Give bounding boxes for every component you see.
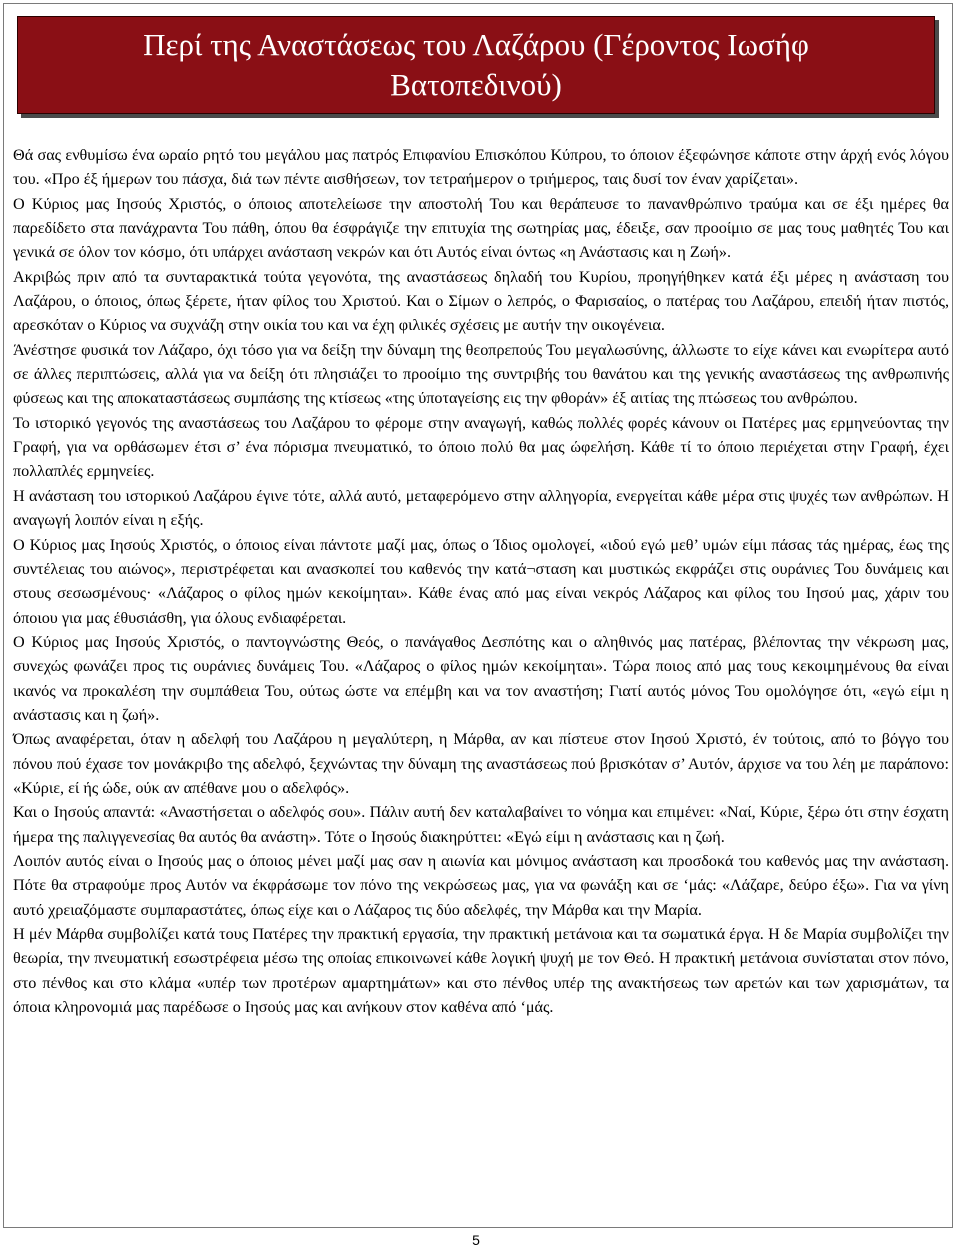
paragraph-8: Ο Κύριος μας Ιησούς Χριστός, ο παντογνώστης Θεός, ο πανάγαθος Δεσπότης και ο αληθινός μας πατέρας, βλέποντας την νέκρωση μας, συνεχώς φωνάζει προς τις ουράνιες δυνάμεις Του. «Λάζαρος ο φίλος ημών κεκοίμηται». Τώρα ποιος από μας τους κεκοιμημένους θα είναι ικανός να προκαλέση την συμπάθεια Του, ούτως ώστε να επέμβη και να τον αναστήση; Γιατί αυτός μόνος Του ομολόγησε ότι, «εγώ είμι η ανάστασις και η ζωή». [13,632,949,724]
paragraph-3: Ακριβώς πριν από τα συνταρακτικά τούτα γεγονότα, της αναστάσεως δηλαδή του Κυρίου, προηγήθηκεν κατά έξι μέρες η ανάσταση του Λαζάρου, ο όποιος, όπως ξέρετε, ήταν φίλος του Χριστού. Και ο Σίμων ο λεπρός, ο Φαρισαίος, ο πατέρας του Λαζάρου, επειδή ήταν πιστός, αρεσκόταν ο Κύριος να συχνάζη στην οικία του και να έχη φιλικές σχέσεις με αυτήν την οικογένεια. [13,267,949,335]
paragraph-7: Ο Κύριος μας Ιησούς Χριστός, ο όποιος είναι πάντοτε μαζί μας, όπως ο Ίδιος ομολογεί, «ιδού εγώ μεθ’ υμών είμι πάσας τάς ημέρας, έως της συντέλειας του αιώνος», περιστρέφεται και ανασκοπεί του καθενός την κατά¬σταση και μυστικώς εκφράζει στις ουράνιες Του δυνάμεις και στους σεσωσμένους· «Λάζαρος ο φίλος ημών κεκοίμηται». Κάθε ένας από μας είναι νεκρός Λάζαρος και φίλος του Ιησού μας, χάριν του όποιου για μας έθυσιάσθη, για όλους ενδιαφέρεται. [13,535,949,627]
page-number: 5 [472,1232,480,1248]
paragraph-6: Η ανάσταση του ιστορικού Λαζάρου έγινε τότε, αλλά αυτό, μεταφερόμενο στην αλληγορία, ενεργείται κάθε μέρα στις ψυχές των ανθρώπων. Η αναγωγή λοιπόν είναι η εξής. [13,486,949,530]
paragraph-9: Όπως αναφέρεται, όταν η αδελφή του Λαζάρου η μεγαλύτερη, η Μάρθα, αν και πίστευε στον Ιησού Χριστό, έν τούτοις, από το βόγγο του πόνου πού έχασε τον μονάκριβο της αδελφό, ξεχνώντας την δύναμη της αναστάσεως πού βρισκόταν σ’ Αυτόν, άρχισε να του λέη με παράπονο: «Κύριε, εί ής ώδε, ούκ αν απέθανε μου ο αδελφός». [13,730,949,797]
paragraph-12: Η μέν Μάρθα συμβολίζει κατά τους Πατέρες την πρακτική εργασία, την πρακτική μετάνοια και τα σωματικά έργα. Η δε Μαρία συμβολίζει την θεωρία, την πνευματική εσωστρέφεια μέσω της οποίας επικοινωνεί κάθε λογική ψυχή με τον Θεό. Η πρακτική μετάνοια συνίσταται στον πόνο, στο πένθος και στο κλάμα «υπέρ των προτέρων αμαρτημάτων» και στο πένθος υπέρ της ανακτήσεως των αρετών και των χαρισμάτων, τα όποια κληρονομιά μας παρέδωσε ο Ιησούς μας και ανήκουν στον καθένα από ‘μάς. [13,925,949,1017]
paragraph-10: Και ο Ιησούς απαντά: «Αναστήσεται ο αδελφός σου». Πάλιν αυτή δεν καταλαβαίνει το νόημα και επιμένει: «Ναί, Κύριε, ξέρω ότι στην έσχατη ήμερα της παλιγγενεσίας θα αυτός θα ανάστη». Τότε ο Ιησούς διακηρύττει: «Εγώ είμι η ανάστασις και η ζωή. [13,803,949,846]
page-title: Περί της Αναστάσεως του Λαζάρου (Γέροντος Ιωσήφ Βατοπεδινού) [143,27,809,102]
paragraph-1: Θά σας ενθυμίσω ένα ωραίο ρητό του μεγάλου μας πατρός Επιφανίου Επισκόπου Κύπρου, το όποιον έξεφώνησε κάποτε στην άρχή ενός λόγου του. «Προ έξ ήμερων του πάσχα, διά των πέντε αισθήσεων, τον τετραήμερον ο τριήμερος, ταις δυσί τον έναν χαρίζεται». [13,146,949,189]
paragraph-2: Ο Κύριος μας Ιησούς Χριστός, ο όποιος αποτελείωσε την αποστολή Του και θεράπευσε το πανανθρώπινο τραύμα και σε έξι ημέρες θα παρεδίδετο στα πανάχραντα Του πάθη, όπου θα έσφράγιζε την επιτυχία της σωτηρίας μας, έδειξε, σαν προοίμιο σε μας τους μαθητές Του και γενικά σε όλον τον κόσμο, ότι υπάρχει ανάσταση νεκρών και ότι Αυτός είναι όντως «η Ανάστασις και η Ζωή». [13,194,949,262]
paragraph-11: Λοιπόν αυτός είναι ο Ιησούς μας ο όποιος μένει μαζί μας σαν η αιωνία και μόνιμος ανάσταση και προσδοκά του καθενός μας την ανάσταση. Πότε θα στραφούμε προς Αυτόν να έκφράσωμε τον πόνο της νεκρώσεως μας, για να φωνάξη και σε ‘μάς: «Λάζαρε, δεύρο έξω». Για να γίνη αυτό χρειαζόμαστε συμπαραστάτες, όπως είχε και ο Λάζαρος τις δύο αδελφές, την Μάρθα και την Μαρία. [13,851,949,919]
document-body [13,143,949,1019]
title-banner [17,16,935,114]
paragraph-5: Το ιστορικό γεγονός της αναστάσεως του Λαζάρου το φέρομε στην αναγωγή, καθώς πολλές φορές κάνουν οι Πατέρες μας ερμηνεύοντας την Γραφή, για να ορθάσωμεν έτσι σ’ ένα πόρισμα πνευματικό, το όποιο πολύ θα μας ώφελήση. Κάθε τί το όποιο περιέχεται στην Γραφή, έχει πολλαπλές ερμηνείες. [13,413,949,481]
paragraph-4: Άνέστησε φυσικά τον Λάζαρο, όχι τόσο για να δείξη την δύναμη της θεοπρεπούς Του μεγαλωσύνης, άλλωστε το είχε κάνει και ενωρίτερα αυτό σε άλλες περιπτώσεις, αλλά για να δείξη ότι πλησιάζει το προοίμιο της συντριβής του θανάτου και της γενικής αναστάσεως της ανθρωπινής φύσεως και της αποκαταστάσεως συμπάσης της κτίσεως «της ύποταγείσης εις την φθοράν» έξ αιτίας της πτώσεως του ανθρώπου. [13,340,949,408]
